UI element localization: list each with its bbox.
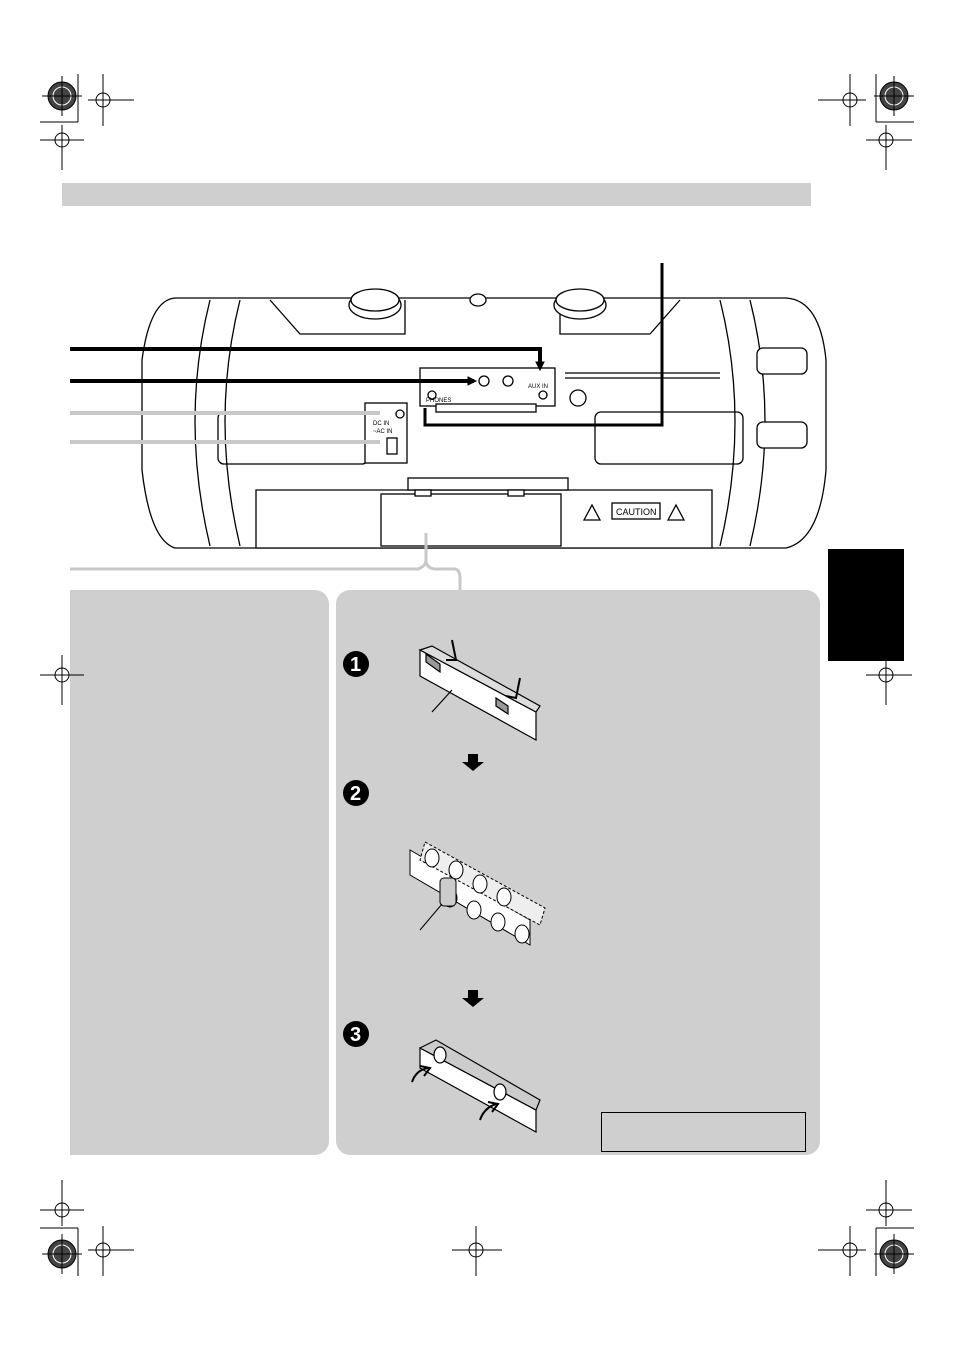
boombox-rear-illustration (142, 289, 826, 548)
aux-in-label: AUX IN (528, 384, 549, 390)
dc-in-label: DC IN (373, 421, 390, 427)
step-number-2: 2 (350, 783, 362, 805)
step-number-1: 1 (350, 654, 362, 676)
caution-label: CAUTION (616, 507, 657, 517)
step-badge-3 (343, 1021, 369, 1047)
cover-closing-illustration (412, 1040, 540, 1132)
battery-cover-illustration (420, 640, 540, 740)
step-badge-1 (343, 651, 369, 677)
step-badge-2 (343, 780, 369, 806)
battery-compartment-illustration (410, 842, 545, 945)
down-arrow-icon (462, 754, 484, 771)
ac-in-label: ~AC IN (373, 429, 393, 435)
step-number-3: 3 (350, 1024, 362, 1046)
phones-label: PHONES (426, 398, 452, 404)
down-arrow-icon (462, 990, 484, 1007)
